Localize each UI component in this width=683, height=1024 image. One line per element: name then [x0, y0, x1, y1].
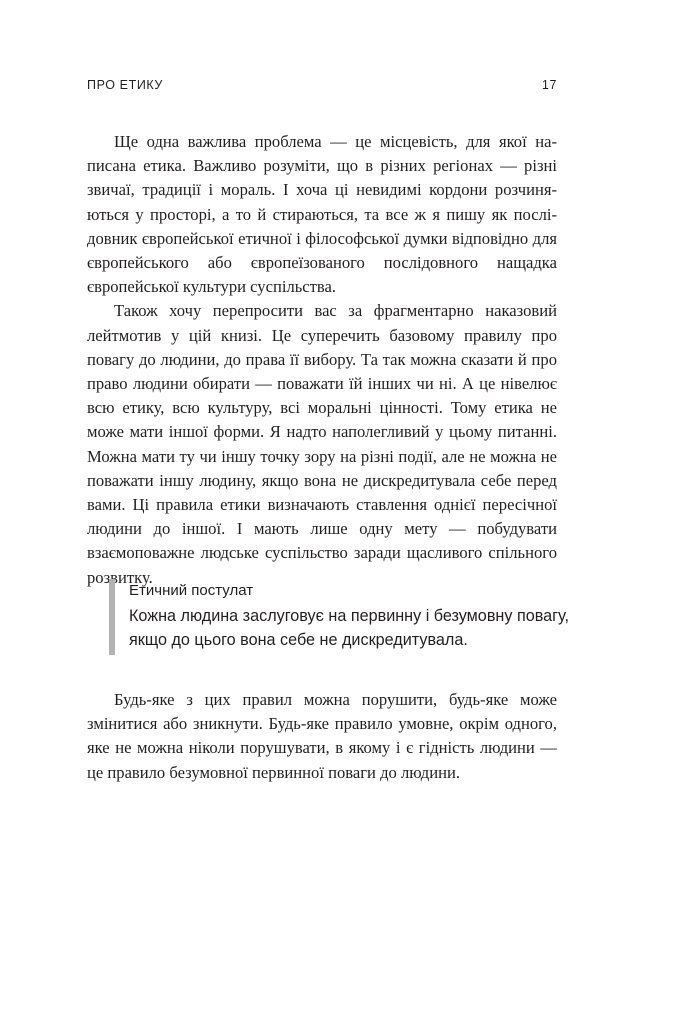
paragraph: Будь-яке з цих правил можна порушити, будь-яке може змінитися або зникнути. Будь-яке правило умовне, окрім одного, яке не можна ніколи порушувати, в якому і є гідність людини — це правило безумовної первинної поваги до людини. — [87, 690, 557, 782]
main-text-bottom — [87, 688, 557, 785]
paragraph: Також хочу перепросити вас за фрагментарно наказовий лейтмотив у цій книзі. Це суперечить базовому правилу про повагу до людини, до права її вибору. Та так можна сказати й про право людини обирати — поважати їй інших чи ні. А це нівелює всю етику, всю культуру, всі моральні цінності. Тому етика не може мати іншої форми. Я надто наполегливий у цьому питанні. Можна мати ту чи іншу точку зору на різні події, але не можна не поважати іншу людину, якщо вона не дискредитувала себе перед вами. Ці правила етики визначають ставлення однієї пересічної людини до іншої. І мають лише одну мету — побудувати взаємоповажне людське суспільство заради щасливого спільного розвитку. — [87, 301, 557, 587]
postulate-text: Кожна людина заслуговує на первинну і безумовну повагу, якщо до цього вона себе не дискредитувала. — [129, 607, 570, 649]
running-title: ПРО ЕТИКУ — [87, 78, 163, 92]
page-number: 17 — [541, 78, 557, 92]
running-head — [87, 78, 557, 92]
postulate-callout — [109, 579, 579, 655]
postulate-title: Етичний постулат — [129, 582, 254, 599]
paragraph: Ще одна важлива проблема — це місцевість, для якої написана етика. Важливо розуміти, що в різних регіонах — різні звичаї, традиції і мораль. І хоча ці невидимі кордони розчиняються у просторі, а то й стираються, та все ж я пишу як послідовник європейської етичної і філософської думки відповідно для європейського або європеїзованого послідовного нащадка європейської культури суспільства. — [87, 132, 557, 297]
main-text-top — [87, 130, 557, 590]
